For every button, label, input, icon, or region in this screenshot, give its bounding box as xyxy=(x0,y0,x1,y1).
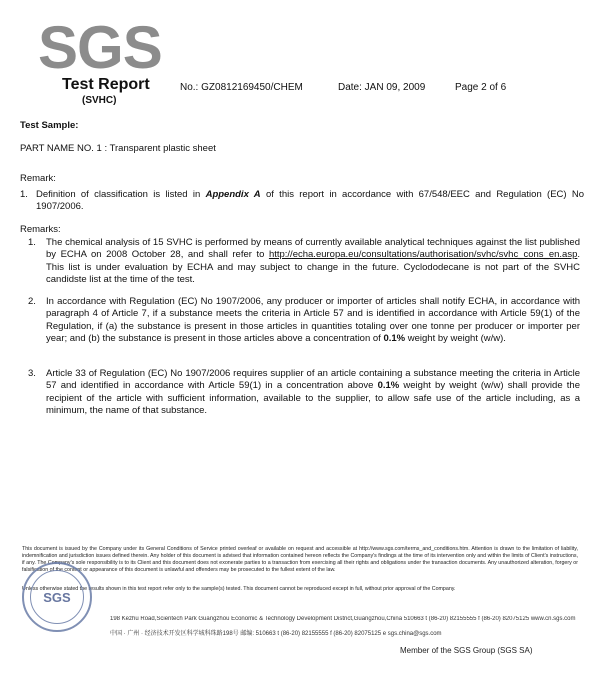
remark-label: Remark: xyxy=(20,173,56,184)
appendix-ref: Appendix A xyxy=(205,189,261,200)
remarks-item: In accordance with Regulation (EC) No 1907/2006, any producer or importer of articles shall notify ECHA, in accordance with paragraph 4 of Article 7, if a substance meets the criteria in Article 57 and is identified in accordance with Article 59(1) of the Regulation, if (a) the substance is present in those articles in quantities totaling over one tonne per producer or importer per year; and (b) the substance is present in those articles above a concentration of 0.1% weight by weight (w/w). xyxy=(46,296,580,344)
remark-text: Definition of classification is listed in Appendix A of this report in accordance with 67/548/EEC and Regulation (EC) No 1907/2006. xyxy=(36,189,584,213)
remarks-item: The chemical analysis of 15 SVHC is performed by means of currently available analytical techniques against the list published by ECHA on 2008 October 28, and shall refer to http://echa.europa.eu/consultations/authorisation/svhc/svhc_cons_en.asp. This list is under evaluation by ECHA and may subject to change in the future. Cyclododecane is not part of the SVHC candidste list at the time of the test. xyxy=(46,237,580,285)
remarks-item: Article 33 of Regulation (EC) No 1907/2006 requires supplier of an article containing a substance meeting the criteria in Article 57 and identified in accordance with Article 59(1) in a concentration above 0.1% weight by weight (w/w) shall provide the recipient of the article with sufficient information, available to the supplier, to allow safe use of the article including, as a minimum, the name of that substance. xyxy=(46,368,580,416)
report-date: Date: JAN 09, 2009 xyxy=(338,82,426,93)
remarks-item-number: 3. xyxy=(28,368,36,379)
report-subtitle: (SVHC) xyxy=(82,95,117,106)
echa-link[interactable]: http://echa.europa.eu/consultations/authorisation/svhc/svhc_cons_en.asp xyxy=(268,249,578,261)
test-sample-label: Test Sample: xyxy=(20,120,79,131)
remarks-item-number: 1. xyxy=(28,237,36,248)
address-chinese: 中国 · 广州 · 经济技术开发区科学城科珠路198号 邮编: 510663 t (86-20) 82155555 f (86-20) 82075125 e sgs.china@sgs.com xyxy=(110,631,442,637)
part-name: PART NAME NO. 1 : Transparent plastic sheet xyxy=(20,143,216,154)
report-number: No.: GZ0812169450/CHEM xyxy=(180,82,303,93)
remark-number: 1. xyxy=(20,189,28,200)
page-number: Page 2 of 6 xyxy=(455,82,507,93)
footer-disclaimer: This document is issued by the Company under its General Conditions of Service printed overleaf or available on request and accessible at http://www.sgs.com/terms_and_conditions.htm. Attention is drawn to the limitation of liability, indemnification and jurisdiction issues defined therein. Any holder of this document is advised that information contained hereon reflects the Company's findings at the time of its intervention only and within the limits of Client's instructions, if any. The Company's sole responsibility is to its Client and this document does not exonerate parties to a transaction from exercising all their rights and obligations under the transaction documents. Any unauthorized alteration, forgery or falsification of the content or appearance of this document is unlawful and offenders may be prosecuted to the fullest extent of the law. xyxy=(22,546,578,573)
footer-unless: Unless otherwise stated the results shown in this test report refer only to the sample(s) tested. This document cannot be reproduced except in full, without prior approval of the Company. xyxy=(22,586,456,592)
member-line: Member of the SGS Group (SGS SA) xyxy=(400,646,533,655)
remarks-label: Remarks: xyxy=(20,224,61,235)
remarks-item-number: 2. xyxy=(28,296,36,307)
report-title: Test Report xyxy=(62,76,150,93)
sgs-stamp: SGS xyxy=(22,562,92,632)
address-english: 198 Kezhu Road,Scientech Park Guangzhou Economic & Technology Development District,Guangzhou,China 510663 t (86-20) 82155555 f (86-20) 82075125 www.cn.sgs.com xyxy=(110,616,576,622)
sgs-logo: SGS xyxy=(38,14,162,81)
